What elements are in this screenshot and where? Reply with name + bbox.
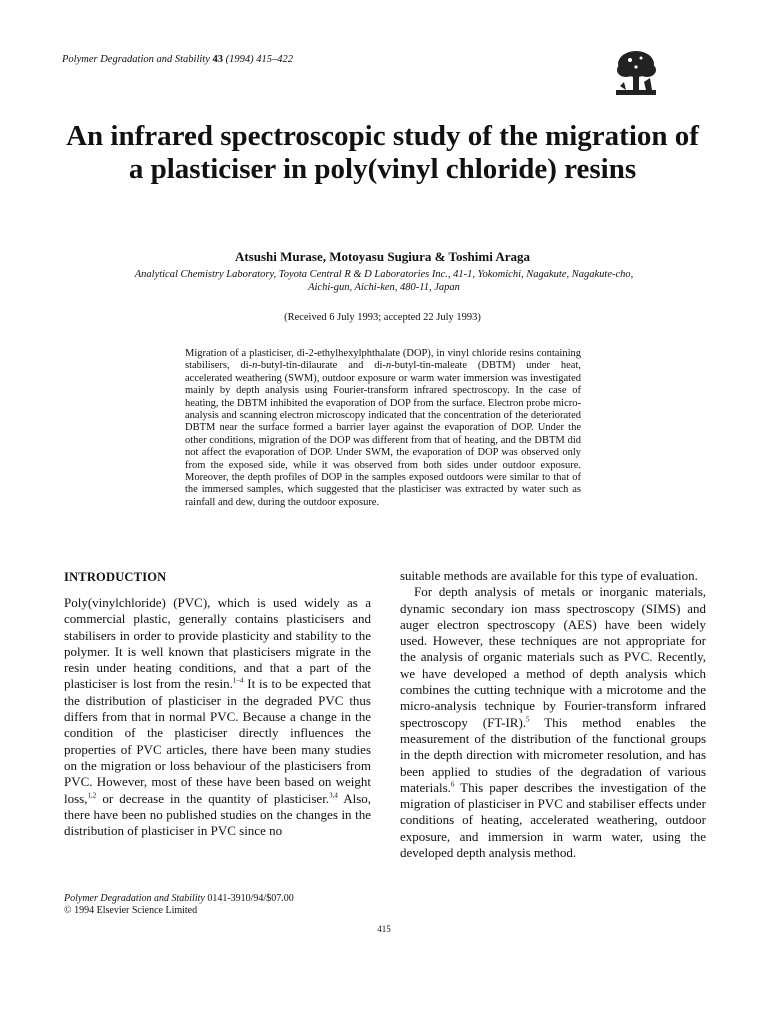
author-list: Atsushi Murase, Motoyasu Sugiura & Toshimi Araga	[234, 249, 531, 264]
intro-text-2: It is to be expected that the distribution of plasticiser in the degraded PVC thus differs from that in normal PVC. Because a change in the condition of the plasticiser directly influences the properties of PVC articles, there have been many studies on the migration or loss behaviour of the plasticisers from PVC. However, most of these have been based on weight loss,	[64, 676, 371, 806]
citation-ref-1-2: 1,2	[87, 791, 97, 800]
citation-ref-3-4: 3,4	[329, 791, 338, 800]
intro-text-3: or decrease in the quantity of plasticiser.	[96, 790, 330, 806]
article-title: An infrared spectroscopic study of the migration of a plasticiser in poly(vinyl chloride) resins	[66, 120, 699, 185]
elsevier-tree-logo-icon	[614, 48, 658, 98]
footer-copyright: © 1994 Elsevier Science Limited	[64, 905, 198, 916]
intro-right-text-1: For depth analysis of metals or inorganic materials, dynamic secondary ion mass spectroscopy (SIMS) and auger electron spectroscopy (AES) have been widely used. However, these techniques are not appropriate for the analysis of organic materials such as PVC. Recently, we have developed a method of depth analysis which combines the cutting technique with a microtome and the micro-analysis technique by Fourier-transform infrared spectroscopy (FT-IR).	[400, 584, 706, 730]
intro-right-text-3: This paper describes the investigation of the migration of plasticiser in PVC and stabiliser effects under conditions of heating, accelerated weathering, outdoor exposure, and immersion in warm water, using the developed depth analysis method.	[400, 779, 706, 861]
abstract-n-1: n	[252, 360, 258, 372]
intro-text-4: Also, there have been no published studies on the changes in the distribution of plasticiser in PVC since no	[64, 790, 372, 839]
citation-ref-1-4: 1–4	[232, 677, 244, 686]
abstract-part-1: Migration of a plasticiser, di-2-ethylhexylphthalate (DOP), in vinyl chloride resins containing stabilisers, di-	[185, 348, 581, 372]
introduction-paragraph-2	[400, 584, 706, 861]
journal-ref-volume: 43	[212, 54, 223, 65]
abstract	[185, 348, 581, 509]
footer-journal-line	[64, 893, 374, 905]
introduction-paragraph-1-continued: suitable methods are available for this type of evaluation.	[400, 568, 698, 583]
abstract-part-3: -butyl-tin-maleate (DBTM) under heat, accelerated weathering (SWM), outdoor exposure or warm water immersion was investigated mainly by depth analysis using Fourier-transform infrared spectroscopy. In the case of heating, the DBTM inhibited the evaporation of DOP from the surface. Electron probe micro-analysis and scanning electron microscopy indicated that the concentration of the deteriorated DBTM near the surface formed a barrier layer against the evaporation of DOP. Under the other conditions, migration of the DOP was different from that of heating, and the DBTM did not affect the evaporation of DOP. Under SWM, the evaporation of DOP was observed only from the exposed side, while it was observed from both sides under outdoor exposure. Moreover, the depth profiles of DOP in the samples exposed outdoors were similar to that of the immersed samples, which suggested that the plasticiser was extracted by water such as rainfall and dew, during the outdoor exposure.	[185, 360, 581, 508]
journal-ref-pages: (1994) 415–422	[225, 54, 293, 65]
intro-right-text-2: This method enables the measurement of the distribution of the functional groups in the depth direction with micrometer resolution, and has been applied to studies of the degradation of various materials.	[400, 714, 707, 795]
abstract-n-2: n	[385, 360, 392, 372]
affiliation	[70, 268, 698, 294]
journal-ref-title: Polymer Degradation and Stability	[62, 54, 210, 65]
section-heading-introduction: INTRODUCTION	[64, 570, 167, 584]
footer-journal-code: 0141-3910/94/$07.00	[207, 893, 294, 904]
citation-ref-5: 5	[526, 715, 530, 724]
footer-publication-info	[64, 893, 374, 917]
right-column	[400, 568, 706, 861]
footer-journal-title: Polymer Degradation and Stability	[64, 893, 205, 904]
citation-ref-6: 6	[450, 780, 455, 789]
introduction-paragraph-1	[64, 595, 371, 839]
intro-text-1: Poly(vinylchloride) (PVC), which is used widely as a commercial plastic, generally contains plasticisers and stabilisers in order to provide plasticity and stability to the polymer. It is well known that plasticisers migrate in the resin under heating conditions, and that a part of the plasticiser is lost from the resin.	[64, 595, 371, 692]
affiliation-line-1: Analytical Chemistry Laboratory, Toyota Central R & D Laboratories Inc., 41-1, Yokomichi, Nagakute, Nagakute-cho,	[134, 269, 634, 280]
affiliation-line-2: Aichi-gun, Aichi-ken, 480-11, Japan	[308, 282, 460, 293]
received-dates: (Received 6 July 1993; accepted 22 July 1993)	[284, 312, 481, 323]
abstract-part-2: -butyl-tin-dilaurate and di-	[257, 360, 386, 372]
journal-reference	[62, 54, 293, 65]
page-number: 415	[377, 924, 391, 934]
left-column	[64, 570, 371, 839]
